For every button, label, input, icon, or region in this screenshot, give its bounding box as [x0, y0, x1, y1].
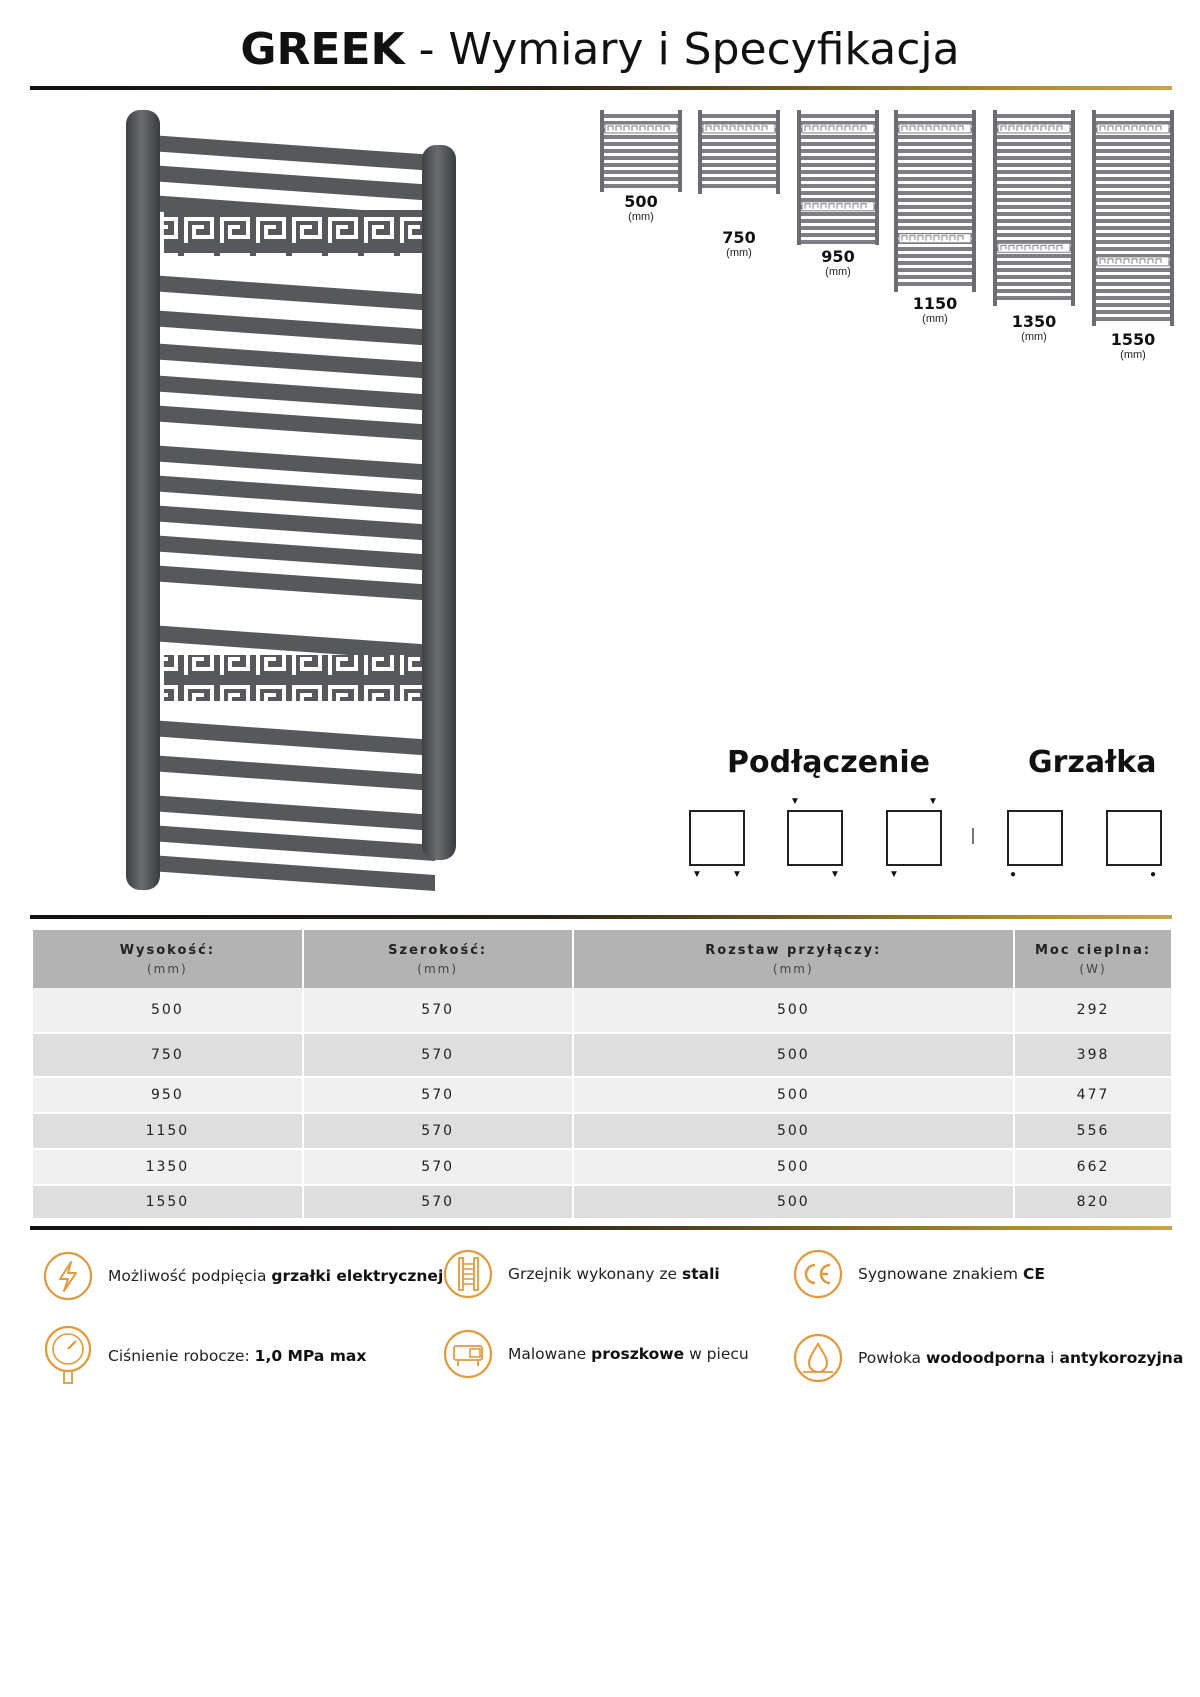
- radiator-thumb-part: [898, 282, 972, 286]
- table-row: [33, 1077, 1172, 1113]
- cell-power: 820: [1014, 1185, 1172, 1219]
- greek-panel-top: [164, 210, 426, 256]
- radiator-thumb-part: [898, 275, 972, 279]
- col-header-power: [1014, 930, 1172, 988]
- radiator-thumb-part: [898, 226, 972, 230]
- radiator-thumb-part: [898, 177, 972, 181]
- radiator-thumb-part: [1096, 310, 1170, 314]
- col-header-unit: (mm): [772, 961, 814, 976]
- radiator-bar: [150, 405, 435, 441]
- radiator-thumb-part: [898, 198, 972, 202]
- radiator-thumb-part: [1096, 177, 1170, 181]
- feature-text: [858, 1265, 1045, 1283]
- col-header-unit: (mm): [417, 961, 459, 976]
- radiator-thumb-part: [604, 135, 678, 139]
- radiator-thumb-part: [801, 142, 875, 146]
- radiator-thumb-part: [898, 212, 972, 216]
- radiator-thumb-part: [997, 156, 1071, 160]
- radiator-bar: [150, 565, 435, 601]
- feature-text-bold: stali: [682, 1265, 720, 1283]
- radiator-thumb-part: [1096, 268, 1170, 272]
- radiator-thumb-part: [678, 110, 682, 192]
- size-thumb-1550: [1092, 110, 1174, 361]
- cell-width: 570: [303, 1185, 573, 1219]
- radiator-thumb-part: [997, 254, 1071, 258]
- col-header-width: [303, 930, 573, 988]
- size-thumb-750: [698, 110, 780, 259]
- col-header-unit: (W): [1079, 961, 1107, 976]
- radiator-thumb-part: [801, 212, 875, 216]
- radiator-thumb-part: [898, 247, 972, 251]
- radiator-thumb-1550-icon: [1092, 110, 1174, 326]
- feature-text-part: Możliwość podpięcia: [108, 1267, 272, 1285]
- size-unit: (mm): [825, 266, 851, 278]
- cell-spacing: 500: [573, 1077, 1015, 1113]
- radiator-thumb-part: [1096, 212, 1170, 216]
- table-row: [33, 1149, 1172, 1185]
- arrow-down-icon: ▼: [732, 869, 742, 880]
- cell-width: 570: [303, 1033, 573, 1077]
- col-header-spacing: [573, 930, 1015, 988]
- radiator-thumb-part: [801, 233, 875, 237]
- feature-powder-coating: [442, 1328, 749, 1380]
- feature-text-bold: CE: [1022, 1265, 1045, 1283]
- feature-ce: [792, 1248, 1045, 1300]
- radiator-thumb-part: [702, 142, 776, 146]
- radiator-thumb-part: [1096, 191, 1170, 195]
- radiator-thumb-1350-icon: [993, 110, 1075, 306]
- feature-waterproof: [792, 1332, 1183, 1384]
- size-value: 1550: [1110, 330, 1156, 349]
- radiator-thumb-part: [997, 198, 1071, 202]
- radiator-thumb-part: [1096, 289, 1170, 293]
- radiator-thumb-part: [702, 170, 776, 174]
- radiator-bar: [150, 375, 435, 411]
- size-unit: (mm): [726, 247, 752, 259]
- radiator-thumb-part: [898, 149, 972, 153]
- radiator-thumb-part: [1096, 247, 1170, 251]
- radiator-bar: [150, 343, 435, 379]
- radiator-left-post: [126, 110, 160, 890]
- radiator-thumb-part: [898, 191, 972, 195]
- cell-power: 556: [1014, 1113, 1172, 1149]
- divider-middle: [30, 915, 1172, 919]
- table-header-row: [33, 930, 1172, 988]
- radiator-thumb-750-icon: [698, 110, 780, 194]
- radiator-thumb-part: [997, 275, 1071, 279]
- cell-power: 477: [1014, 1077, 1172, 1113]
- arrow-down-icon: ▼: [889, 869, 899, 880]
- radiator-thumb-part: [997, 212, 1071, 216]
- radiator-thumb-part: [702, 163, 776, 167]
- radiator-thumb-part: [702, 156, 776, 160]
- radiator-thumb-part: [997, 226, 1071, 230]
- arrow-down-icon: ▼: [790, 796, 800, 807]
- radiator-thumb-part: [997, 184, 1071, 188]
- cell-height: 1150: [33, 1113, 303, 1149]
- radiator-thumb-part: [898, 268, 972, 272]
- feature-text-part: Ciśnienie robocze:: [108, 1347, 255, 1365]
- col-header-label: Moc cieplna:: [1035, 942, 1152, 958]
- feature-text-part: Grzejnik wykonany ze: [508, 1265, 682, 1283]
- radiator-thumb-part: [604, 114, 678, 118]
- size-value: 1150: [912, 294, 958, 313]
- feature-pressure: [42, 1325, 366, 1387]
- radiator-thumb-part: [898, 254, 972, 258]
- heater-marker-icon: ●: [1150, 869, 1157, 880]
- heater-option-left: [1007, 810, 1063, 866]
- col-header-label: Wysokość:: [119, 942, 216, 958]
- radiator-thumb-part: [1092, 110, 1096, 326]
- radiator-thumb-part: [702, 149, 776, 153]
- radiator-thumb-part: [997, 296, 1071, 300]
- radiator-thumb-part: [997, 268, 1071, 272]
- radiator-thumb-part: [604, 149, 678, 153]
- table-row: [33, 988, 1172, 1033]
- radiator-image: [110, 105, 470, 895]
- radiator-thumb-part: [997, 142, 1071, 146]
- radiator-thumb-part: [801, 177, 875, 181]
- radiator-thumb-part: [604, 184, 678, 188]
- radiator-thumb-part: [702, 177, 776, 181]
- radiator-bar: [150, 855, 435, 891]
- heater-marker-icon: ●: [1010, 869, 1017, 880]
- radiator-thumb-part: [997, 170, 1071, 174]
- radiator-bar: [150, 475, 435, 511]
- radiator-thumb-part: [801, 149, 875, 153]
- radiator-bar: [150, 720, 435, 756]
- feature-text-bold: wodoodporna: [925, 1349, 1046, 1367]
- radiator-thumb-part: [604, 170, 678, 174]
- col-header-label: Rozstaw przyłączy:: [705, 942, 882, 958]
- feature-text-bold: antykorozyjna: [1059, 1349, 1184, 1367]
- feature-steel: [442, 1248, 720, 1300]
- feature-text-bold: 1,0 MPa max: [254, 1347, 367, 1365]
- radiator-thumb-part: [898, 114, 972, 118]
- radiator-thumb-part: [801, 184, 875, 188]
- spec-table: [33, 930, 1173, 1220]
- radiator-icon: [442, 1248, 494, 1300]
- cell-power: 398: [1014, 1033, 1172, 1077]
- radiator-thumb-part: [1096, 156, 1170, 160]
- feature-text: [508, 1345, 749, 1363]
- radiator-thumb-part: [1096, 317, 1170, 321]
- radiator-thumb-part: [997, 289, 1071, 293]
- cell-height: 750: [33, 1033, 303, 1077]
- radiator-thumb-part: [1096, 303, 1170, 307]
- cell-width: 570: [303, 1077, 573, 1113]
- table-row: [33, 1113, 1172, 1149]
- radiator-bar: [150, 165, 435, 201]
- feature-text-part: Malowane: [508, 1345, 592, 1363]
- radiator-thumb-part: [997, 233, 1071, 237]
- radiator-thumb-part: [898, 156, 972, 160]
- connection-option-top-bottom: [787, 810, 843, 866]
- size-value: 500: [624, 192, 658, 211]
- cell-width: 570: [303, 988, 573, 1033]
- radiator-thumb-part: [1096, 114, 1170, 118]
- page-title: [0, 18, 1200, 82]
- radiator-thumb-part: [997, 149, 1071, 153]
- radiator-thumb-part: [702, 184, 776, 188]
- radiator-thumb-part: [1096, 142, 1170, 146]
- size-unit: (mm): [1021, 331, 1047, 343]
- table-row: [33, 1185, 1172, 1219]
- radiator-thumb-part: [972, 110, 976, 292]
- radiator-thumb-part: [997, 282, 1071, 286]
- radiator-thumb-part: [801, 163, 875, 167]
- radiator-thumb-part: [997, 163, 1071, 167]
- size-unit: (mm): [1120, 349, 1146, 361]
- size-variants: [600, 110, 1175, 370]
- radiator-thumb-part: [997, 135, 1071, 139]
- feature-text: [508, 1265, 720, 1283]
- radiator-thumb-part: [801, 219, 875, 223]
- radiator-thumb-part: [1096, 219, 1170, 223]
- radiator-bar: [150, 275, 435, 311]
- feature-text-part: Sygnowane znakiem: [858, 1265, 1023, 1283]
- cell-height: 500: [33, 988, 303, 1033]
- radiator-thumb-part: [894, 110, 898, 292]
- radiator-bar: [150, 310, 435, 346]
- radiator-thumb-part: [1096, 296, 1170, 300]
- radiator-bar: [150, 825, 435, 861]
- cell-height: 1350: [33, 1149, 303, 1185]
- radiator-thumb-part: [1096, 170, 1170, 174]
- size-value: 950: [821, 247, 855, 266]
- radiator-thumb-part: [600, 110, 604, 192]
- col-header-height: [33, 930, 303, 988]
- radiator-thumb-part: [898, 142, 972, 146]
- radiator-thumb-part: [997, 205, 1071, 209]
- radiator-bar: [150, 505, 435, 541]
- feature-electric-heater: [42, 1250, 443, 1302]
- radiator-thumb-part: [1096, 226, 1170, 230]
- cell-spacing: 500: [573, 1185, 1015, 1219]
- radiator-thumb-part: [898, 261, 972, 265]
- radiator-thumb-part: [875, 110, 879, 245]
- col-header-unit: (mm): [147, 961, 188, 976]
- radiator-thumb-part: [1170, 110, 1174, 326]
- radiator-thumb-part: [997, 219, 1071, 223]
- radiator-thumb-part: [604, 163, 678, 167]
- cell-power: 292: [1014, 988, 1172, 1033]
- size-unit: (mm): [922, 313, 948, 325]
- radiator-thumb-part: [1096, 240, 1170, 244]
- size-unit: (mm): [628, 211, 654, 223]
- radiator-thumb-part: [801, 135, 875, 139]
- size-thumb-1150: [894, 110, 976, 325]
- radiator-bar: [150, 135, 435, 171]
- radiator-thumb-part: [702, 135, 776, 139]
- pressure-gauge-icon: [42, 1325, 94, 1387]
- cell-width: 570: [303, 1113, 573, 1149]
- table-row: [33, 1033, 1172, 1077]
- feature-text: [858, 1349, 1183, 1367]
- radiator-thumb-part: [1096, 184, 1170, 188]
- separator: [972, 828, 974, 844]
- heater-option-right: [1106, 810, 1162, 866]
- feature-text: [108, 1267, 443, 1285]
- cell-height: 950: [33, 1077, 303, 1113]
- radiator-thumb-part: [801, 226, 875, 230]
- connection-option-bottom-both: [689, 810, 745, 866]
- feature-text-bold: grzałki elektrycznej: [271, 1267, 444, 1285]
- connection-option-top-bottom-diagonal: [886, 810, 942, 866]
- radiator-bar: [150, 755, 435, 791]
- radiator-thumb-part: [1096, 205, 1170, 209]
- radiator-thumb-part: [801, 170, 875, 174]
- arrow-down-icon: ▼: [692, 869, 702, 880]
- radiator-bar: [150, 795, 435, 831]
- radiator-thumb-part: [898, 170, 972, 174]
- radiator-thumb-part: [898, 184, 972, 188]
- title-subtitle: - Wymiary i Specyfikacja: [418, 24, 960, 75]
- radiator-thumb-part: [997, 261, 1071, 265]
- paint-roller-icon: [442, 1328, 494, 1380]
- radiator-thumb-part: [702, 114, 776, 118]
- radiator-thumb-950-icon: [797, 110, 879, 245]
- feature-text: [108, 1347, 366, 1365]
- size-thumb-950: [797, 110, 879, 278]
- radiator-thumb-part: [797, 110, 801, 245]
- radiator-thumb-part: [1096, 275, 1170, 279]
- water-drop-icon: [792, 1332, 844, 1384]
- size-value: 1350: [1011, 312, 1057, 331]
- size-thumb-1350: [993, 110, 1075, 343]
- title-product: GREEK: [240, 24, 405, 75]
- radiator-thumb-part: [997, 191, 1071, 195]
- cell-spacing: 500: [573, 1033, 1015, 1077]
- radiator-bar: [150, 535, 435, 571]
- radiator-thumb-part: [1096, 149, 1170, 153]
- radiator-thumb-part: [698, 110, 702, 194]
- radiator-thumb-part: [1071, 110, 1075, 306]
- radiator-thumb-part: [1096, 233, 1170, 237]
- radiator-thumb-part: [997, 114, 1071, 118]
- divider-bottom: [30, 1226, 1172, 1230]
- cell-spacing: 500: [573, 988, 1015, 1033]
- radiator-thumb-part: [898, 135, 972, 139]
- cell-height: 1550: [33, 1185, 303, 1219]
- radiator-thumb-part: [898, 219, 972, 223]
- radiator-thumb-part: [604, 156, 678, 160]
- heater-title: Grzałka: [1028, 745, 1157, 780]
- radiator-thumb-part: [801, 114, 875, 118]
- radiator-thumb-part: [993, 110, 997, 306]
- size-value: 750: [722, 228, 756, 247]
- feature-text-bold: proszkowe: [591, 1345, 685, 1363]
- radiator-thumb-part: [1096, 135, 1170, 139]
- radiator-thumb-part: [776, 110, 780, 194]
- cell-width: 570: [303, 1149, 573, 1185]
- radiator-thumb-part: [1096, 282, 1170, 286]
- radiator-right-post: [422, 145, 456, 860]
- ce-mark-icon: [792, 1248, 844, 1300]
- feature-text-part: i: [1045, 1349, 1060, 1367]
- col-header-label: Szerokość:: [388, 942, 488, 958]
- radiator-thumb-part: [604, 142, 678, 146]
- radiator-thumb-500-icon: [600, 110, 682, 192]
- radiator-thumb-part: [1096, 198, 1170, 202]
- greek-panel-bottom: [164, 655, 426, 701]
- radiator-thumb-part: [604, 177, 678, 181]
- radiator-thumb-part: [898, 205, 972, 209]
- radiator-bar: [150, 445, 435, 481]
- radiator-thumb-part: [1096, 163, 1170, 167]
- radiator-thumb-part: [801, 240, 875, 244]
- radiator-thumb-part: [898, 163, 972, 167]
- connection-title: Podłączenie: [727, 745, 931, 780]
- feature-text-part: Powłoka: [858, 1349, 926, 1367]
- feature-text-part: w piecu: [684, 1345, 749, 1363]
- radiator-thumb-part: [801, 191, 875, 195]
- radiator-thumb-part: [997, 177, 1071, 181]
- cell-spacing: 500: [573, 1149, 1015, 1185]
- lightning-icon: [42, 1250, 94, 1302]
- divider-top: [30, 86, 1172, 90]
- arrow-down-icon: ▼: [928, 796, 938, 807]
- size-thumb-500: [600, 110, 682, 223]
- radiator-thumb-part: [801, 156, 875, 160]
- radiator-thumb-1150-icon: [894, 110, 976, 292]
- arrow-down-icon: ▼: [830, 869, 840, 880]
- cell-spacing: 500: [573, 1113, 1015, 1149]
- cell-power: 662: [1014, 1149, 1172, 1185]
